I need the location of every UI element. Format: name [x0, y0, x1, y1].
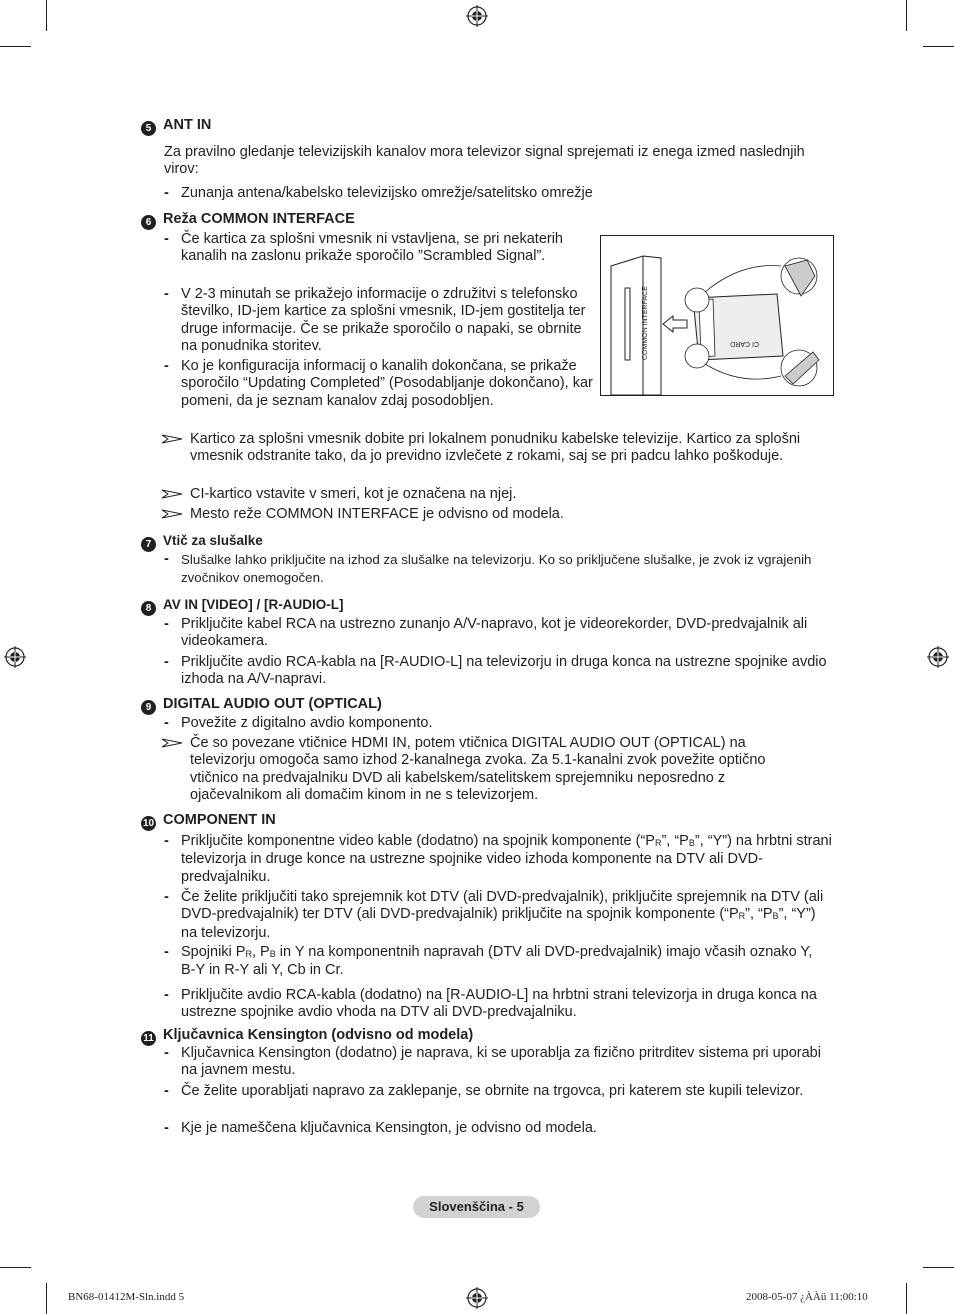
section-title: AV IN [VIDEO] / [R-AUDIO-L]	[163, 597, 344, 612]
section-heading-headphones	[141, 532, 263, 552]
crop-mark	[0, 1267, 31, 1268]
crop-mark	[923, 46, 954, 47]
card-label: CI CARD	[730, 340, 759, 347]
file-name-slug: BN68-01412M-Sln.indd 5	[68, 1291, 185, 1303]
section-heading-digital-audio-out	[141, 696, 382, 715]
section-heading-kensington	[141, 1027, 473, 1046]
crop-mark	[923, 1267, 954, 1268]
crop-mark	[906, 1283, 907, 1314]
page-number-badge: Slovenščina - 5	[413, 1196, 540, 1218]
crop-mark	[0, 46, 31, 47]
section-number-badge: 5	[141, 121, 156, 136]
section-title: COMPONENT IN	[163, 812, 276, 828]
note-arrow-icon	[162, 434, 182, 444]
section-title: Vtič za slušalke	[163, 533, 263, 548]
registration-mark-icon	[927, 646, 949, 668]
section-heading-av-in	[141, 596, 343, 616]
ci-slot-diagram	[601, 236, 833, 395]
note-arrow-icon	[162, 738, 182, 748]
note-arrow-icon	[162, 489, 182, 499]
note-arrow-icon	[162, 509, 182, 519]
section-number-badge: 9	[141, 700, 156, 715]
crop-mark	[46, 0, 47, 31]
section-heading-component-in	[141, 812, 276, 831]
registration-mark-icon	[466, 5, 488, 27]
slot-label: COMMON INTERFACE	[642, 286, 649, 360]
section-title: DIGITAL AUDIO OUT (OPTICAL)	[163, 696, 382, 712]
section-title: Ključavnica Kensington (odvisno od modela)	[163, 1027, 474, 1043]
section-number-badge: 10	[142, 818, 155, 829]
paragraph-intro: Za pravilno gledanje televizijskih kanalov mora televizor signal sprejemati iz enega izmed naslednjih virov:	[164, 144, 805, 177]
section-heading-common-interface	[141, 211, 355, 230]
section-number-badge: 7	[141, 537, 156, 552]
section-number-badge: 11	[141, 1031, 156, 1046]
registration-mark-icon	[4, 646, 26, 668]
section-number-badge: 6	[141, 215, 156, 230]
timestamp-slug: 2008-05-07 ¿ÀÀü 11:00:10	[746, 1291, 868, 1303]
ci-card-illustration	[600, 235, 834, 396]
registration-mark-icon	[466, 1287, 488, 1309]
crop-mark	[906, 0, 907, 31]
section-title: ANT IN	[163, 117, 212, 133]
crop-mark	[46, 1283, 47, 1314]
section-number-badge: 8	[141, 601, 156, 616]
section-heading-ant-in	[141, 117, 211, 136]
section-title: Reža COMMON INTERFACE	[163, 211, 355, 227]
